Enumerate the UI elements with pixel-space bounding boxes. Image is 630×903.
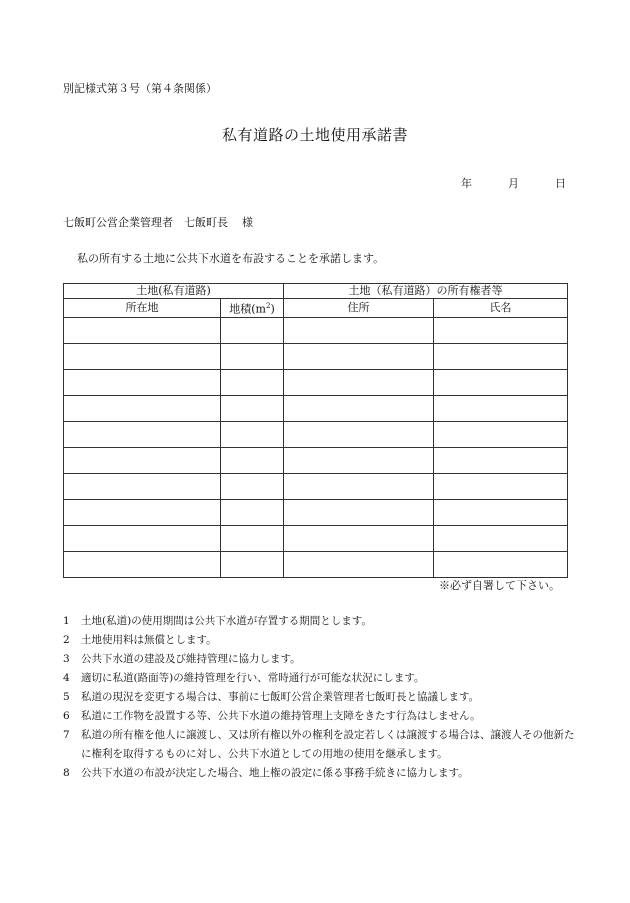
condition-number: 6	[63, 710, 70, 722]
list-item	[63, 650, 583, 669]
condition-number: 5	[63, 691, 70, 703]
cell-name[interactable]	[434, 525, 568, 551]
condition-text: 土地(私道)の使用期間は公共下水道が存置する期間とします。	[81, 615, 372, 627]
cell-location[interactable]	[64, 369, 221, 395]
cell-area[interactable]	[221, 473, 284, 499]
cell-name[interactable]	[434, 551, 568, 577]
cell-area[interactable]	[221, 369, 284, 395]
consent-statement: 私の所有する土地に公共下水道を布設することを承諾します。	[77, 252, 385, 265]
header-owner-group: 土地（私有道路）の所有権者等	[284, 284, 568, 299]
cell-name[interactable]	[434, 369, 568, 395]
conditions-list	[63, 612, 583, 783]
cell-location[interactable]	[64, 473, 221, 499]
cell-address[interactable]	[284, 499, 434, 525]
table-row	[64, 473, 568, 499]
cell-location[interactable]	[64, 395, 221, 421]
addressee-honorific: 様	[242, 216, 253, 229]
condition-number: 2	[63, 634, 70, 646]
header-area	[221, 299, 284, 318]
cell-location[interactable]	[64, 343, 221, 369]
condition-text: 私道の現況を変更する場合は、事前に七飯町公営企業管理者七飯町長と協議します。	[81, 691, 480, 703]
date-day-label: 日	[555, 177, 566, 190]
cell-name[interactable]	[434, 317, 568, 343]
condition-number: 8	[63, 767, 70, 779]
table-row	[64, 499, 568, 525]
list-item	[63, 764, 583, 783]
condition-text: 土地使用料は無償とします。	[81, 634, 217, 646]
table-row	[64, 551, 568, 577]
cell-name[interactable]	[434, 395, 568, 421]
cell-address[interactable]	[284, 317, 434, 343]
cell-name[interactable]	[434, 499, 568, 525]
header-area-text: 地積(m	[229, 302, 266, 316]
addressee	[63, 214, 253, 230]
signature-note: ※必ず自署して下さい。	[439, 579, 560, 592]
cell-area[interactable]	[221, 551, 284, 577]
header-area-close: )	[270, 302, 275, 316]
cell-name[interactable]	[434, 343, 568, 369]
cell-location[interactable]	[64, 317, 221, 343]
list-item	[63, 631, 583, 650]
condition-number: 3	[63, 653, 70, 665]
cell-location[interactable]	[64, 551, 221, 577]
table-group-header-row	[64, 284, 568, 299]
condition-text: 私道に工作物を設置する等、公共下水道の維持管理上支障をきたす行為はしません。	[81, 710, 481, 722]
cell-location[interactable]	[64, 499, 221, 525]
document-title: 私有道路の土地使用承諾書	[221, 126, 408, 144]
cell-address[interactable]	[284, 395, 434, 421]
cell-location[interactable]	[64, 421, 221, 447]
cell-address[interactable]	[284, 447, 434, 473]
cell-area[interactable]	[221, 421, 284, 447]
cell-area[interactable]	[221, 317, 284, 343]
land-owner-table	[63, 283, 568, 578]
table-row	[64, 447, 568, 473]
condition-number: 1	[63, 615, 70, 627]
condition-number: 4	[63, 672, 70, 684]
condition-text: 公共下水道の建設及び維持管理に協力します。	[81, 653, 301, 665]
cell-area[interactable]	[221, 343, 284, 369]
table-column-header-row	[64, 299, 568, 318]
date-year-label: 年	[461, 177, 472, 190]
header-address: 住所	[284, 299, 434, 318]
cell-area[interactable]	[221, 499, 284, 525]
table-row	[64, 343, 568, 369]
cell-address[interactable]	[284, 369, 434, 395]
header-land-group: 土地(私有道路)	[64, 284, 284, 299]
table-row	[64, 395, 568, 421]
cell-name[interactable]	[434, 447, 568, 473]
condition-number: 7	[63, 729, 70, 741]
cell-area[interactable]	[221, 525, 284, 551]
header-area-superscript: 2	[265, 302, 271, 310]
cell-address[interactable]	[284, 525, 434, 551]
cell-name[interactable]	[434, 421, 568, 447]
cell-location[interactable]	[64, 447, 221, 473]
cell-area[interactable]	[221, 447, 284, 473]
date-month-label: 月	[508, 177, 519, 190]
table-row	[64, 525, 568, 551]
cell-address[interactable]	[284, 343, 434, 369]
addressee-name: 七飯町公営企業管理者 七飯町長	[63, 216, 228, 229]
table-row	[64, 317, 568, 343]
list-item	[63, 726, 583, 764]
list-item	[63, 612, 583, 631]
form-number-label: 別記様式第３号（第４条関係）	[63, 82, 217, 95]
list-item	[63, 669, 583, 688]
cell-address[interactable]	[284, 421, 434, 447]
cell-address[interactable]	[284, 551, 434, 577]
condition-text: 適切に私道(路面等)の維持管理を行い、常時通行が可能な状況にします。	[81, 672, 425, 684]
table-row	[64, 421, 568, 447]
cell-location[interactable]	[64, 525, 221, 551]
cell-area[interactable]	[221, 395, 284, 421]
cell-address[interactable]	[284, 473, 434, 499]
list-item	[63, 707, 583, 726]
header-name: 氏名	[434, 299, 568, 318]
condition-text: 私道の所有権を他人に譲渡し、又は所有権以外の権利を設定若しくは譲渡する場合は、譲渡人その他新たに権利を取得するものに対し、公共下水道としての用地の使用を継承します。	[81, 729, 575, 760]
table-row	[64, 369, 568, 395]
list-item	[63, 688, 583, 707]
cell-name[interactable]	[434, 473, 568, 499]
header-location: 所在地	[64, 299, 221, 318]
condition-text: 公共下水道の布設が決定した場合、地上権の設定に係る事務手続きに協力します。	[81, 767, 469, 779]
